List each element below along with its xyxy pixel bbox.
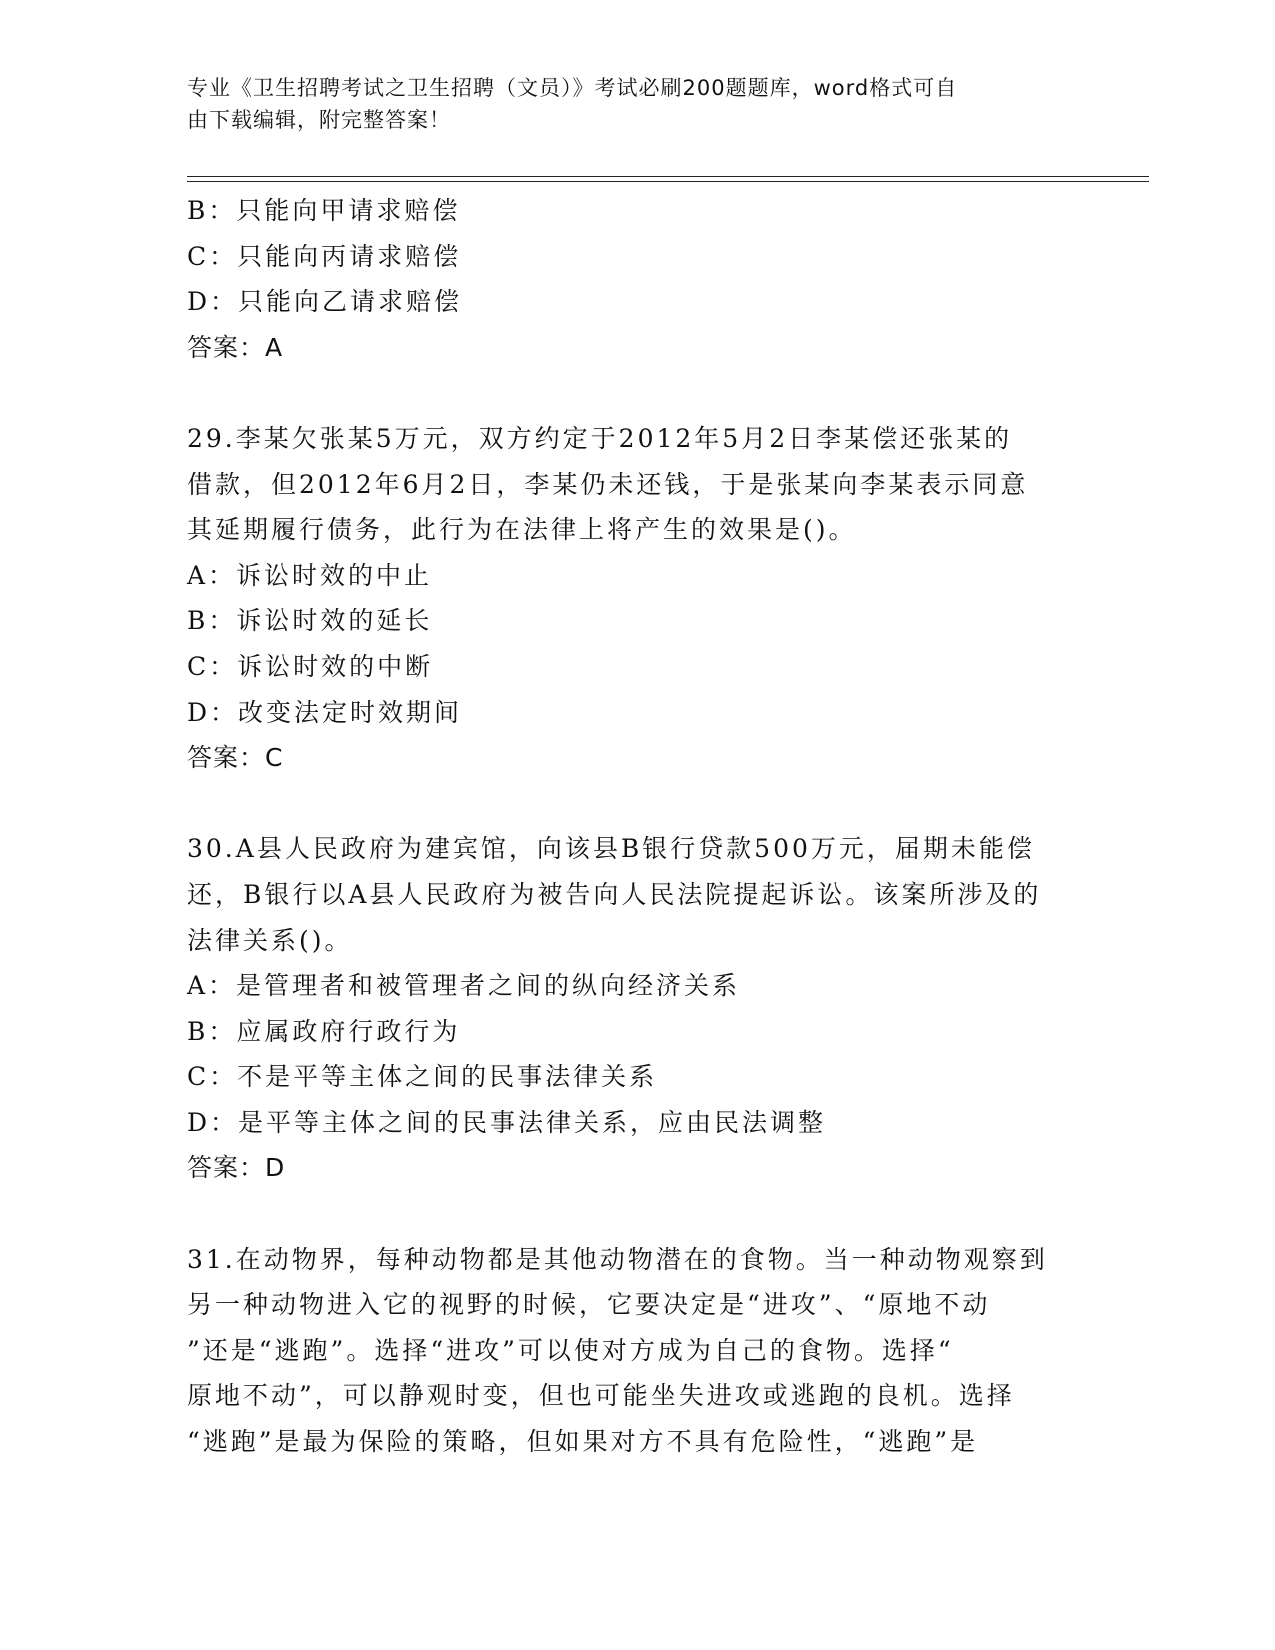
question-stem-line: 法律关系()。 <box>187 925 353 955</box>
document-header <box>187 72 1067 136</box>
spacer <box>187 781 1087 827</box>
option-c: C：诉讼时效的中断 <box>187 651 434 681</box>
option-b: B：诉讼时效的延长 <box>187 606 433 636</box>
spacer <box>187 370 1087 416</box>
question-stem-line: ”还是“逃跑”。选择“进攻”可以使对方成为自己的食物。选择“ <box>187 1335 954 1365</box>
question-31 <box>187 1237 1087 1465</box>
question-stem-line: 29.李某欠张某5万元，双方约定于2012年5月2日李某偿还张某的 <box>187 423 1013 453</box>
header-line-2: 由下载编辑，附完整答案！ <box>187 108 451 132</box>
question-stem-line: 另一种动物进入它的视野的时候，它要决定是“进攻”、“原地不动 <box>187 1290 991 1320</box>
option-b: B：只能向甲请求赔偿 <box>187 196 461 225</box>
question-stem-line: 原地不动”，可以静观时变，但也可能坐失进攻或逃跑的良机。选择 <box>187 1381 1015 1411</box>
option-d: D：只能向乙请求赔偿 <box>187 287 463 317</box>
option-d: D：是平等主体之间的民事法律关系，应由民法调整 <box>187 1107 827 1137</box>
question-stem-line: 其延期履行债务，此行为在法律上将产生的效果是()。 <box>187 515 857 545</box>
header-line-1: 专业《卫生招聘考试之卫生招聘（文员）》考试必刷200题题库，word格式可自 <box>187 76 958 100</box>
option-b: B：应属政府行政行为 <box>187 1016 461 1046</box>
question-29 <box>187 416 1087 781</box>
spacer <box>187 1191 1087 1237</box>
option-c: C：不是平等主体之间的民事法律关系 <box>187 1062 658 1092</box>
question-stem-line: “逃跑”是最为保险的策略，但如果对方不具有危险性，“逃跑”是 <box>187 1427 979 1457</box>
answer-label: 答案：A <box>187 332 284 362</box>
option-d: D：改变法定时效期间 <box>187 697 463 727</box>
question-stem-line: 借款，但2012年6月2日，李某仍未还钱，于是张某向李某表示同意 <box>187 469 1029 499</box>
answer-label: 答案：C <box>187 743 284 773</box>
question-stem-line: 还，B银行以A县人民政府为被告向人民法院提起诉讼。该案所涉及的 <box>187 879 1042 909</box>
header-divider-top <box>187 176 1149 177</box>
header-divider-bottom <box>187 181 1149 182</box>
option-a: A：诉讼时效的中止 <box>187 560 433 590</box>
question-content <box>187 188 1087 1465</box>
question-stem-line: 30.A县人民政府为建宾馆，向该县B银行贷款500万元，届期未能偿 <box>187 834 1035 864</box>
question-28-tail <box>187 188 1087 370</box>
option-a: A：是管理者和被管理者之间的纵向经济关系 <box>187 971 741 1001</box>
question-stem-line: 31.在动物界，每种动物都是其他动物潜在的食物。当一种动物观察到 <box>187 1244 1048 1274</box>
answer-label: 答案：D <box>187 1153 286 1183</box>
question-30 <box>187 826 1087 1191</box>
option-c: C：只能向丙请求赔偿 <box>187 241 462 271</box>
